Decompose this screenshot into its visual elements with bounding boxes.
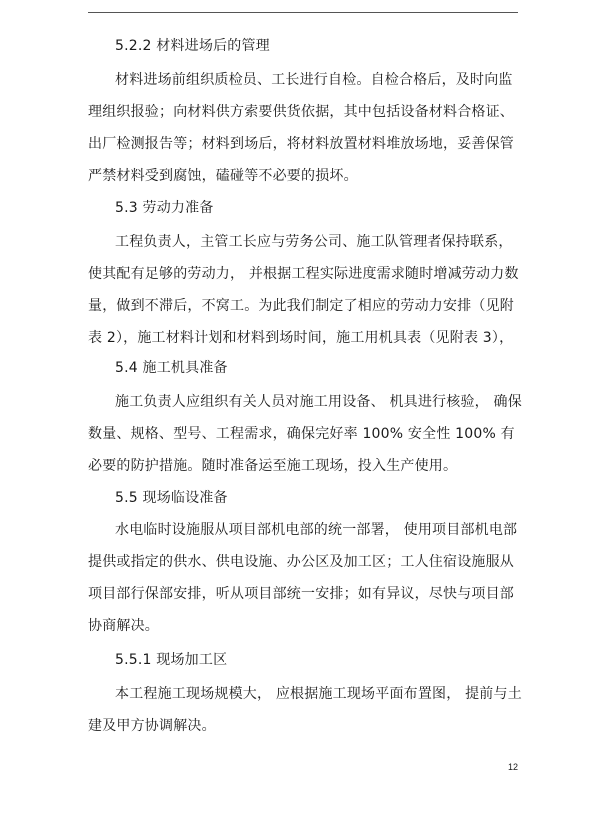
- heading-5-3: 5.3 劳动力准备: [115, 200, 214, 216]
- paragraph-line: 表 2），施工材料计划和材料到场时间，施工用机具表（见附表 3），: [88, 330, 514, 346]
- paragraph-line: 水电临时设施服从项目部机电部的统一部署， 使用项目部机电部: [115, 522, 518, 538]
- paragraph-line: 工程负责人，主管工长应与劳务公司、施工队管理者保持联系，: [115, 234, 513, 250]
- paragraph-line: 使其配有足够的劳动力， 并根据工程实际进度需求随时增减劳动力数: [88, 266, 519, 282]
- paragraph-line: 必要的防护措施。随时准备运至施工现场，投入生产使用。: [88, 458, 458, 474]
- paragraph-line: 协商解决。: [88, 618, 159, 634]
- paragraph-line: 出厂检测报告等；材料到场后，将材料放置材料堆放场地，妥善保管: [88, 136, 514, 152]
- heading-5-5: 5.5 现场临设准备: [115, 490, 228, 506]
- paragraph-line: 量，做到不滞后，不窝工。为此我们制定了相应的劳动力安排（见附: [88, 298, 514, 314]
- header-rule: [88, 12, 518, 13]
- paragraph-line: 建及甲方协调解决。: [88, 718, 216, 734]
- paragraph-line: 项目部行保部安排，听从项目部统一安排；如有异议，尽快与项目部: [88, 586, 514, 602]
- paragraph-line: 严禁材料受到腐蚀，磕碰等不必要的损坏。: [88, 168, 358, 184]
- heading-5-5-1: 5.5.1 现场加工区: [115, 652, 228, 668]
- heading-5-2-2: 5.2.2 材料进场后的管理: [115, 38, 270, 54]
- paragraph-line: 数量、规格、型号、工程需求，确保完好率 100% 安全性 100% 有: [88, 426, 515, 442]
- paragraph-line: 理组织报验；向材料供方索要供货依据，其中包括设备材料合格证、: [88, 104, 514, 120]
- paragraph-line: 材料进场前组织质检员、工长进行自检。自检合格后，及时向监: [115, 72, 513, 88]
- paragraph-line: 本工程施工现场规模大， 应根据施工现场平面布置图， 提前与土: [115, 686, 522, 702]
- page-number: 12: [508, 762, 519, 772]
- paragraph-line: 施工负责人应组织有关人员对施工用设备、 机具进行核验， 确保: [115, 394, 522, 410]
- heading-5-4: 5.4 施工机具准备: [115, 360, 228, 376]
- paragraph-line: 提供或指定的供水、供电设施、办公区及加工区；工人住宿设施服从: [88, 554, 514, 570]
